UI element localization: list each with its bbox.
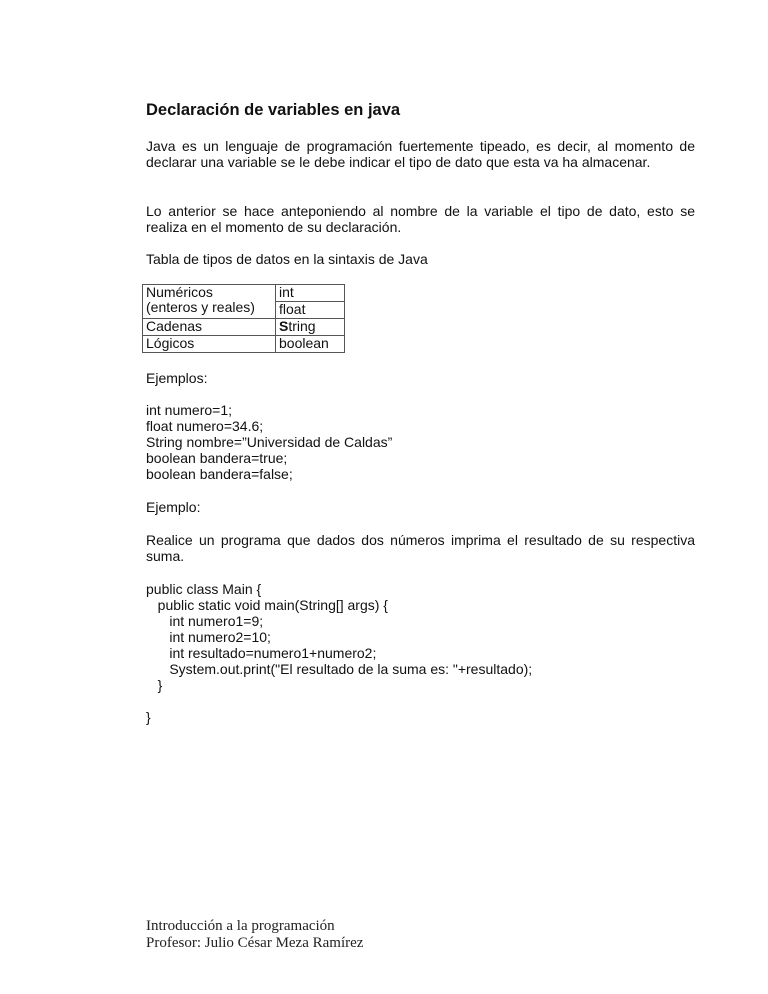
code-line: public static void main(String[] args) { — [146, 597, 388, 613]
table-row — [143, 319, 345, 336]
example-line: float numero=34.6; — [146, 418, 264, 434]
examples-heading: Ejemplos: — [146, 370, 208, 386]
syntax-paragraph: Lo anterior se hace anteponiendo al nombre de la variable el tipo de dato, esto se realiza en el momento de su declaración. — [146, 203, 695, 235]
examples-list — [146, 402, 392, 482]
intro-paragraph: Java es un lenguaje de programación fuertemente tipeado, es decir, al momento de declarar una variable se le debe indicar el tipo de dato que esta va ha almacenar. — [146, 138, 695, 170]
example-heading: Ejemplo: — [146, 499, 201, 515]
table-row — [143, 285, 345, 302]
table-cell-category: Cadenas — [143, 319, 276, 336]
document-title: Declaración de variables en java — [146, 101, 401, 119]
table-cell-type: int — [276, 285, 345, 302]
category-sublabel: (enteros y reales) — [146, 299, 255, 315]
table-cell-type: float — [276, 302, 345, 319]
table-cell-category — [143, 285, 276, 319]
code-line: int resultado=numero1+numero2; — [146, 645, 377, 661]
code-block — [146, 581, 532, 725]
data-types-table — [142, 284, 345, 353]
exercise-paragraph: Realice un programa que dados dos números imprima el resultado de su respectiva suma. — [146, 532, 695, 564]
example-line: boolean bandera=false; — [146, 466, 293, 482]
code-line: public class Main { — [146, 581, 262, 597]
footer-course: Introducción a la programación — [146, 918, 335, 934]
example-line: boolean bandera=true; — [146, 450, 288, 466]
type-rest: tring — [288, 318, 316, 334]
code-line: } — [146, 677, 163, 693]
table-caption: Tabla de tipos de datos en la sintaxis de Java — [146, 251, 428, 267]
code-line: int numero1=9; — [146, 613, 264, 629]
example-line: String nombre=”Universidad de Caldas” — [146, 434, 393, 450]
page-footer — [146, 918, 363, 952]
category-label: Numéricos — [146, 284, 213, 300]
example-line: int numero=1; — [146, 402, 232, 418]
type-bold-prefix: S — [279, 318, 289, 334]
table-row — [143, 336, 345, 353]
table-cell-type — [276, 319, 345, 336]
code-line: int numero2=10; — [146, 629, 271, 645]
code-line — [146, 693, 532, 709]
table-cell-type: boolean — [276, 336, 345, 353]
code-line: System.out.print("El resultado de la suma es: "+resultado); — [146, 661, 533, 677]
footer-professor: Profesor: Julio César Meza Ramírez — [146, 935, 364, 951]
code-line: } — [146, 709, 151, 725]
table-cell-category: Lógicos — [143, 336, 276, 353]
